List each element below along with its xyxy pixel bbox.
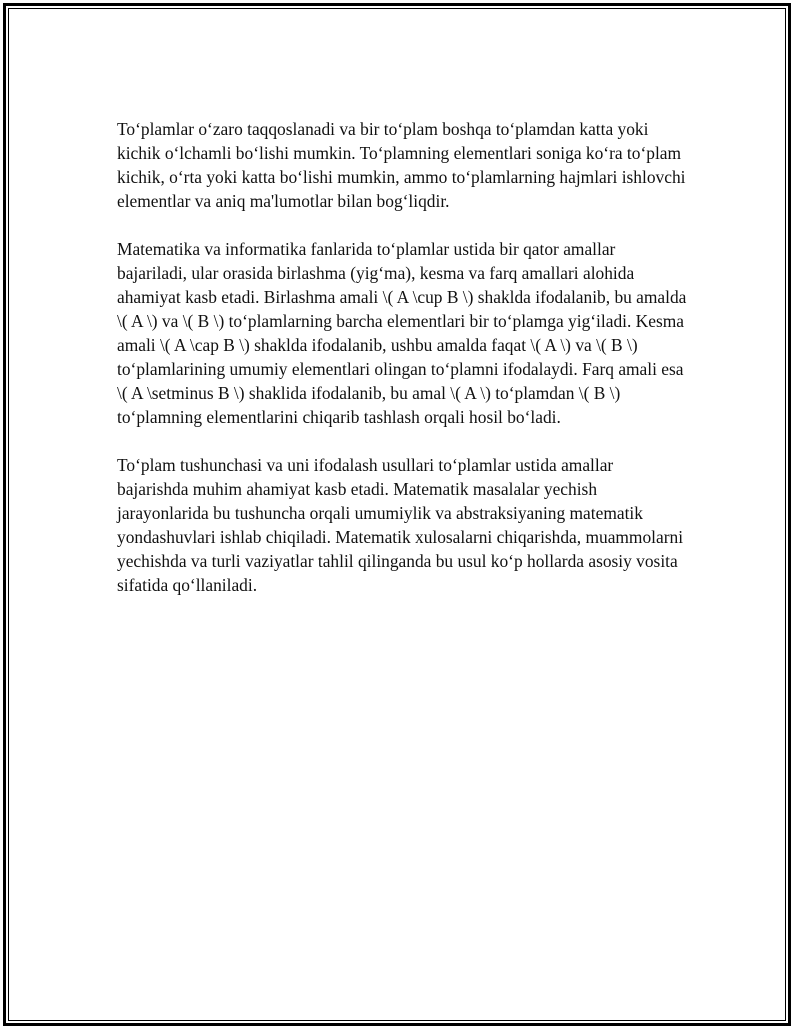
paragraph-3: To‘plam tushunchasi va uni ifodalash usullari to‘plamlar ustida amallar bajarishda muhim ahamiyat kasb etadi. Matematik masalalar yechish jarayonlarida bu tushuncha orqali umumiylik va abstraksiyaning matematik yondashuvlari ishlab chiqiladi. Matematik xulosalarni chiqarishda, muammolarni yechishda va turli vaziyatlar tahlil qilinganda bu usul ko‘p hollarda asosiy vosita sifatida qo‘llaniladi.: [117, 455, 684, 595]
document-body: [117, 117, 687, 621]
paragraph-2: Matematika va informatika fanlarida to‘plamlar ustida bir qator amallar bajariladi, ular orasida birlashma (yig‘ma), kesma va farq amallari alohida ahamiyat kasb etadi. Birlashma amali \( A \cup B \) shaklda ifodalanib, bu amalda \( A \) va \( B \) to‘plamlarning barcha elementlari bir to‘plamga yig‘iladi. Kesma amali \( A \cap B \) shaklda ifodalanib, ushbu amalda faqat \( A \) va \( B \) to‘plamlarining umumiy elementlari olingan to‘plamni ifodalaydi. Farq amali esa \( A \setminus B \) shaklida ifodalanib, bu amal \( A \) to‘plamdan \( B \) to‘plamning elementlarini chiqarib tashlash orqali hosil bo‘ladi.: [117, 239, 687, 427]
paragraph-1: To‘plamlar o‘zaro taqqoslanadi va bir to‘plam boshqa to‘plamdan katta yoki kichik o‘lchamli bo‘lishi mumkin. To‘plamning elementlari soniga ko‘ra to‘plam kichik, o‘rta yoki katta bo‘lishi mumkin, ammo to‘plamlarning hajmlari ishlovchi elementlar va aniq ma'lumotlar bilan bog‘liqdir.: [117, 119, 686, 211]
